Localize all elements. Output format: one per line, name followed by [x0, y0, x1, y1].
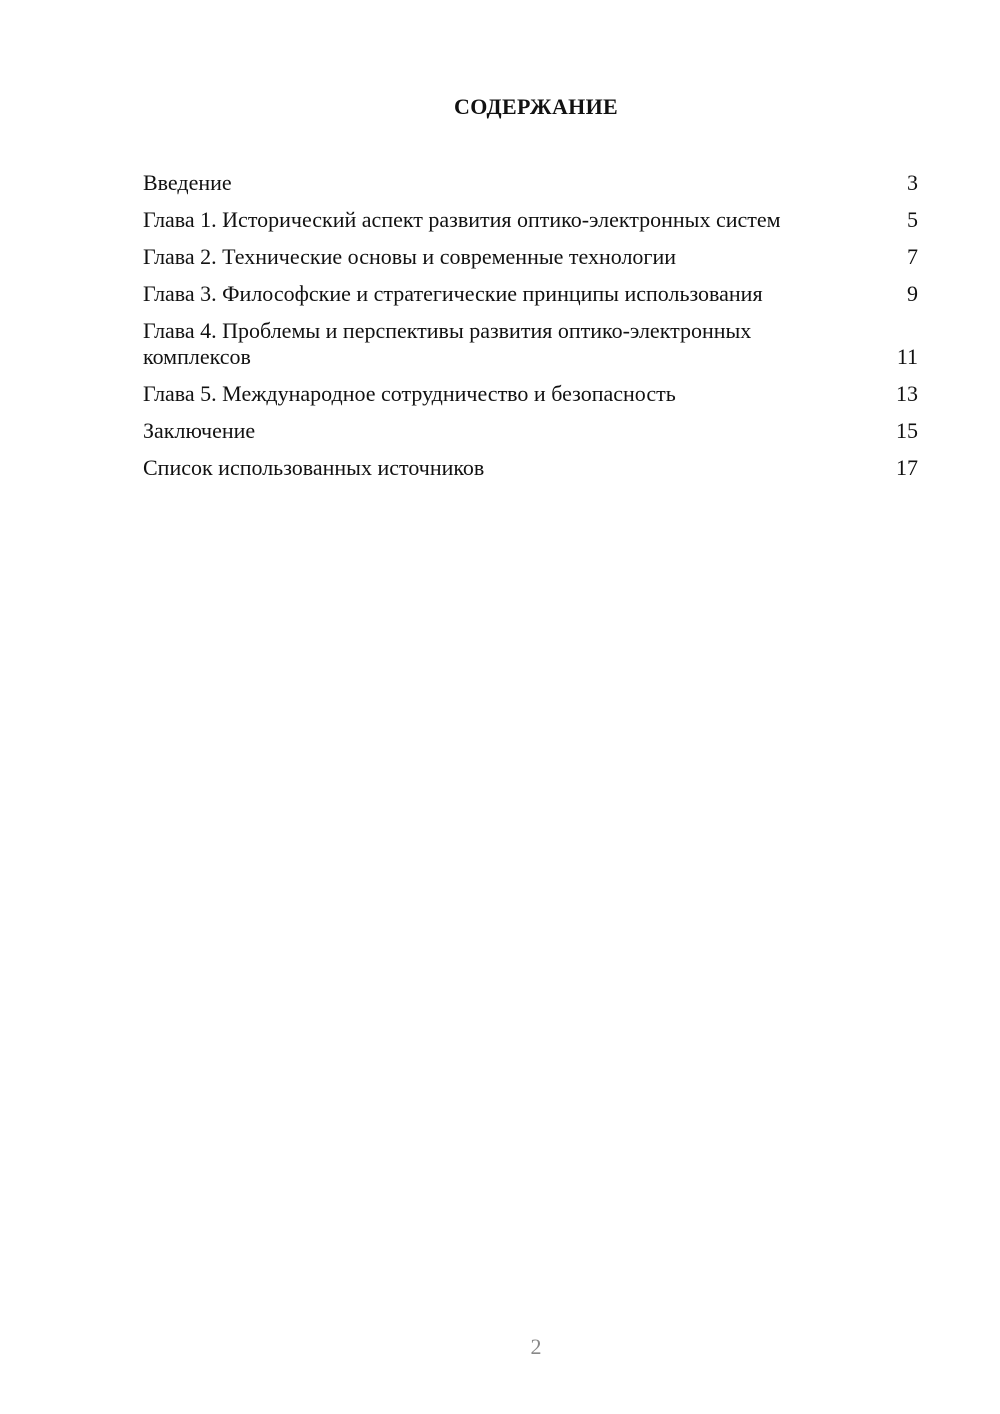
toc-entry-page: 13 — [896, 381, 918, 406]
page-title: СОДЕРЖАНИЕ — [454, 94, 618, 119]
toc-entry-title: Глава 4. Проблемы и перспективы развития оптико-электронных комплексов — [143, 318, 752, 369]
toc-entry-chapter-5 — [143, 381, 918, 407]
page-number: 2 — [530, 1334, 542, 1359]
toc-entry-title: Глава 5. Международное сотрудничество и безопасность — [143, 381, 676, 406]
toc-entry-title: Глава 1. Исторический аспект развития оптико-электронных систем — [143, 207, 781, 232]
toc-entry-page: 7 — [907, 244, 918, 269]
toc-entry-conclusion — [143, 418, 918, 444]
toc-entry-page: 11 — [896, 344, 918, 369]
toc-entry-page: 9 — [907, 281, 918, 306]
toc-entry-introduction — [143, 170, 918, 196]
toc-entry-title: Введение — [143, 170, 232, 195]
toc-entry-page: 3 — [907, 170, 918, 195]
toc-entry-title: Заключение — [143, 418, 256, 443]
toc-entry-page: 5 — [907, 207, 918, 232]
toc-entry-page: 17 — [896, 455, 918, 480]
toc-entry-chapter-3 — [143, 281, 918, 307]
table-of-contents — [143, 170, 918, 492]
toc-entry-references — [143, 455, 918, 481]
toc-entry-chapter-2 — [143, 244, 918, 270]
toc-entry-title: Глава 2. Технические основы и современные технологии — [143, 244, 677, 269]
toc-entry-title: Список использованных источников — [143, 455, 485, 480]
toc-entry-chapter-1 — [143, 207, 918, 233]
toc-entry-page: 15 — [896, 418, 918, 443]
toc-entry-chapter-4 — [143, 318, 918, 370]
toc-entry-title: Глава 3. Философские и стратегические принципы использования — [143, 281, 763, 306]
